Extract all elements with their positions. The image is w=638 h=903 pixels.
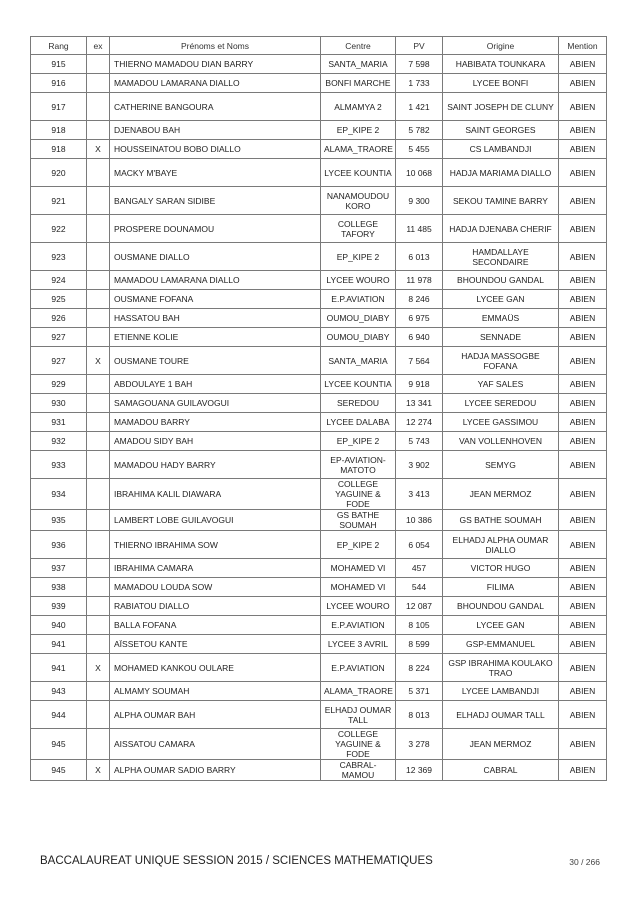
table-row bbox=[31, 531, 607, 559]
table-row bbox=[31, 616, 607, 635]
cell-ex bbox=[87, 159, 110, 187]
cell-name: OUSMANE DIALLO bbox=[110, 243, 321, 271]
cell-centre: EP_KIPE 2 bbox=[321, 121, 396, 140]
cell-rang: 931 bbox=[31, 413, 87, 432]
cell-rang: 918 bbox=[31, 140, 87, 159]
cell-ex bbox=[87, 432, 110, 451]
cell-pv: 1 733 bbox=[396, 74, 443, 93]
table-row bbox=[31, 140, 607, 159]
cell-ex bbox=[87, 559, 110, 578]
cell-ex bbox=[87, 616, 110, 635]
cell-centre: EP_KIPE 2 bbox=[321, 243, 396, 271]
header-centre: Centre bbox=[321, 37, 396, 55]
cell-centre: COLLEGE YAGUINE & FODE bbox=[321, 479, 396, 510]
cell-mention: ABIEN bbox=[559, 215, 607, 243]
cell-name: ALMAMY SOUMAH bbox=[110, 682, 321, 701]
cell-pv: 10 386 bbox=[396, 510, 443, 531]
table-row bbox=[31, 159, 607, 187]
table-body bbox=[31, 55, 607, 781]
cell-pv: 1 421 bbox=[396, 93, 443, 121]
cell-origine: VAN VOLLENHOVEN bbox=[443, 432, 559, 451]
table-row bbox=[31, 290, 607, 309]
cell-origine: ELHADJ OUMAR TALL bbox=[443, 701, 559, 729]
cell-mention: ABIEN bbox=[559, 451, 607, 479]
cell-pv: 3 413 bbox=[396, 479, 443, 510]
cell-name: HOUSSEINATOU BOBO DIALLO bbox=[110, 140, 321, 159]
cell-rang: 933 bbox=[31, 451, 87, 479]
cell-origine: HADJA DJENABA CHERIF bbox=[443, 215, 559, 243]
cell-pv: 8 599 bbox=[396, 635, 443, 654]
cell-name: OUSMANE FOFANA bbox=[110, 290, 321, 309]
table-row bbox=[31, 760, 607, 781]
header-ex: ex bbox=[87, 37, 110, 55]
cell-origine: SEMYG bbox=[443, 451, 559, 479]
cell-origine: LYCEE BONFI bbox=[443, 74, 559, 93]
cell-rang: 943 bbox=[31, 682, 87, 701]
header-rang: Rang bbox=[31, 37, 87, 55]
cell-mention: ABIEN bbox=[559, 654, 607, 682]
cell-name: ETIENNE KOLIE bbox=[110, 328, 321, 347]
cell-mention: ABIEN bbox=[559, 701, 607, 729]
cell-centre: CABRAL-MAMOU bbox=[321, 760, 396, 781]
cell-ex bbox=[87, 375, 110, 394]
cell-mention: ABIEN bbox=[559, 432, 607, 451]
cell-name: AISSATOU CAMARA bbox=[110, 729, 321, 760]
cell-name: PROSPERE DOUNAMOU bbox=[110, 215, 321, 243]
cell-name: AMADOU SIDY BAH bbox=[110, 432, 321, 451]
cell-rang: 921 bbox=[31, 187, 87, 215]
table-row bbox=[31, 55, 607, 74]
cell-name: THIERNO IBRAHIMA SOW bbox=[110, 531, 321, 559]
cell-mention: ABIEN bbox=[559, 479, 607, 510]
cell-name: MAMADOU LAMARANA DIALLO bbox=[110, 271, 321, 290]
cell-mention: ABIEN bbox=[559, 597, 607, 616]
header-origine: Origine bbox=[443, 37, 559, 55]
cell-ex bbox=[87, 215, 110, 243]
cell-origine: VICTOR HUGO bbox=[443, 559, 559, 578]
cell-origine: GSP IBRAHIMA KOULAKO TRAO bbox=[443, 654, 559, 682]
cell-centre: EP_KIPE 2 bbox=[321, 531, 396, 559]
cell-pv: 3 902 bbox=[396, 451, 443, 479]
cell-pv: 6 054 bbox=[396, 531, 443, 559]
cell-centre: SANTA_MARIA bbox=[321, 55, 396, 74]
cell-origine: LYCEE GAN bbox=[443, 616, 559, 635]
cell-ex bbox=[87, 479, 110, 510]
cell-ex bbox=[87, 187, 110, 215]
cell-origine: HADJA MASSOGBE FOFANA bbox=[443, 347, 559, 375]
cell-pv: 8 105 bbox=[396, 616, 443, 635]
cell-pv: 10 068 bbox=[396, 159, 443, 187]
table-row bbox=[31, 375, 607, 394]
cell-origine: HAMDALLAYE SECONDAIRE bbox=[443, 243, 559, 271]
cell-pv: 12 274 bbox=[396, 413, 443, 432]
cell-mention: ABIEN bbox=[559, 74, 607, 93]
cell-ex: X bbox=[87, 140, 110, 159]
cell-pv: 8 013 bbox=[396, 701, 443, 729]
cell-mention: ABIEN bbox=[559, 413, 607, 432]
cell-rang: 916 bbox=[31, 74, 87, 93]
cell-mention: ABIEN bbox=[559, 347, 607, 375]
cell-name: IBRAHIMA CAMARA bbox=[110, 559, 321, 578]
cell-pv: 6 013 bbox=[396, 243, 443, 271]
cell-pv: 7 598 bbox=[396, 55, 443, 74]
cell-ex bbox=[87, 93, 110, 121]
header-mention: Mention bbox=[559, 37, 607, 55]
cell-mention: ABIEN bbox=[559, 510, 607, 531]
cell-rang: 929 bbox=[31, 375, 87, 394]
table-row bbox=[31, 328, 607, 347]
cell-ex bbox=[87, 121, 110, 140]
cell-centre: COLLEGE YAGUINE & FODE bbox=[321, 729, 396, 760]
cell-pv: 8 224 bbox=[396, 654, 443, 682]
table-row bbox=[31, 347, 607, 375]
table-row bbox=[31, 578, 607, 597]
footer-title: BACCALAUREAT UNIQUE SESSION 2015 / SCIENCES MATHEMATIQUES bbox=[40, 855, 433, 867]
cell-origine: LYCEE GASSIMOU bbox=[443, 413, 559, 432]
cell-ex bbox=[87, 328, 110, 347]
cell-ex bbox=[87, 729, 110, 760]
cell-origine: JEAN MERMOZ bbox=[443, 479, 559, 510]
cell-centre: E.P.AVIATION bbox=[321, 616, 396, 635]
cell-rang: 915 bbox=[31, 55, 87, 74]
cell-rang: 936 bbox=[31, 531, 87, 559]
cell-rang: 917 bbox=[31, 93, 87, 121]
cell-rang: 941 bbox=[31, 635, 87, 654]
table-row bbox=[31, 243, 607, 271]
cell-name: HASSATOU BAH bbox=[110, 309, 321, 328]
cell-rang: 926 bbox=[31, 309, 87, 328]
cell-pv: 5 371 bbox=[396, 682, 443, 701]
cell-origine: BHOUNDOU GANDAL bbox=[443, 597, 559, 616]
cell-name: ALPHA OUMAR BAH bbox=[110, 701, 321, 729]
cell-name: MAMADOU HADY BARRY bbox=[110, 451, 321, 479]
cell-origine: SAINT GEORGES bbox=[443, 121, 559, 140]
cell-name: MAMADOU LOUDA SOW bbox=[110, 578, 321, 597]
cell-mention: ABIEN bbox=[559, 271, 607, 290]
cell-pv: 6 975 bbox=[396, 309, 443, 328]
cell-mention: ABIEN bbox=[559, 760, 607, 781]
cell-centre: E.P.AVIATION bbox=[321, 290, 396, 309]
cell-origine: GS BATHE SOUMAH bbox=[443, 510, 559, 531]
cell-name: LAMBERT LOBE GUILAVOGUI bbox=[110, 510, 321, 531]
cell-centre: SANTA_MARIA bbox=[321, 347, 396, 375]
cell-centre: EP-AVIATION-MATOTO bbox=[321, 451, 396, 479]
cell-ex bbox=[87, 682, 110, 701]
cell-name: BANGALY SARAN SIDIBE bbox=[110, 187, 321, 215]
cell-pv: 12 369 bbox=[396, 760, 443, 781]
cell-ex: X bbox=[87, 347, 110, 375]
cell-mention: ABIEN bbox=[559, 187, 607, 215]
cell-centre: ALMAMYA 2 bbox=[321, 93, 396, 121]
cell-centre: BONFI MARCHE bbox=[321, 74, 396, 93]
cell-origine: SEKOU TAMINE BARRY bbox=[443, 187, 559, 215]
table-row bbox=[31, 121, 607, 140]
cell-origine: CABRAL bbox=[443, 760, 559, 781]
cell-rang: 938 bbox=[31, 578, 87, 597]
cell-centre: LYCEE DALABA bbox=[321, 413, 396, 432]
cell-mention: ABIEN bbox=[559, 243, 607, 271]
cell-centre: ALAMA_TRAORE bbox=[321, 140, 396, 159]
results-table bbox=[30, 36, 607, 781]
cell-centre: LYCEE KOUNTIA bbox=[321, 375, 396, 394]
cell-pv: 12 087 bbox=[396, 597, 443, 616]
table-row bbox=[31, 635, 607, 654]
cell-centre: LYCEE KOUNTIA bbox=[321, 159, 396, 187]
cell-name: AÏSSETOU KANTE bbox=[110, 635, 321, 654]
cell-ex bbox=[87, 394, 110, 413]
table-row bbox=[31, 413, 607, 432]
cell-rang: 918 bbox=[31, 121, 87, 140]
cell-rang: 937 bbox=[31, 559, 87, 578]
cell-rang: 934 bbox=[31, 479, 87, 510]
cell-name: MAMADOU BARRY bbox=[110, 413, 321, 432]
cell-origine: JEAN MERMOZ bbox=[443, 729, 559, 760]
cell-centre: SEREDOU bbox=[321, 394, 396, 413]
cell-name: DJENABOU BAH bbox=[110, 121, 321, 140]
table-row bbox=[31, 215, 607, 243]
cell-name: MAMADOU LAMARANA DIALLO bbox=[110, 74, 321, 93]
cell-rang: 945 bbox=[31, 729, 87, 760]
cell-centre: MOHAMED VI bbox=[321, 559, 396, 578]
cell-mention: ABIEN bbox=[559, 635, 607, 654]
cell-centre: COLLEGE TAFORY bbox=[321, 215, 396, 243]
cell-rang: 941 bbox=[31, 654, 87, 682]
table-row bbox=[31, 701, 607, 729]
cell-mention: ABIEN bbox=[559, 309, 607, 328]
cell-mention: ABIEN bbox=[559, 559, 607, 578]
cell-ex bbox=[87, 635, 110, 654]
cell-pv: 5 743 bbox=[396, 432, 443, 451]
page-number: 30 / 266 bbox=[569, 857, 600, 867]
cell-name: OUSMANE TOURE bbox=[110, 347, 321, 375]
cell-pv: 457 bbox=[396, 559, 443, 578]
cell-pv: 8 246 bbox=[396, 290, 443, 309]
cell-mention: ABIEN bbox=[559, 616, 607, 635]
cell-mention: ABIEN bbox=[559, 682, 607, 701]
cell-ex bbox=[87, 451, 110, 479]
table-row bbox=[31, 451, 607, 479]
cell-mention: ABIEN bbox=[559, 531, 607, 559]
cell-centre: GS BATHE SOUMAH bbox=[321, 510, 396, 531]
cell-centre: NANAMOUDOU KORO bbox=[321, 187, 396, 215]
cell-origine: ELHADJ ALPHA OUMAR DIALLO bbox=[443, 531, 559, 559]
cell-pv: 5 782 bbox=[396, 121, 443, 140]
cell-pv: 544 bbox=[396, 578, 443, 597]
cell-mention: ABIEN bbox=[559, 290, 607, 309]
table-header-row bbox=[31, 37, 607, 55]
cell-mention: ABIEN bbox=[559, 93, 607, 121]
table-row bbox=[31, 93, 607, 121]
cell-pv: 7 564 bbox=[396, 347, 443, 375]
cell-name: RABIATOU DIALLO bbox=[110, 597, 321, 616]
cell-mention: ABIEN bbox=[559, 328, 607, 347]
cell-rang: 927 bbox=[31, 328, 87, 347]
header-name: Prénoms et Noms bbox=[110, 37, 321, 55]
table-row bbox=[31, 729, 607, 760]
cell-centre: EP_KIPE 2 bbox=[321, 432, 396, 451]
cell-rang: 945 bbox=[31, 760, 87, 781]
cell-pv: 11 978 bbox=[396, 271, 443, 290]
cell-rang: 922 bbox=[31, 215, 87, 243]
table-row bbox=[31, 597, 607, 616]
cell-ex bbox=[87, 578, 110, 597]
cell-name: MOHAMED KANKOU OULARE bbox=[110, 654, 321, 682]
cell-ex bbox=[87, 309, 110, 328]
cell-pv: 3 278 bbox=[396, 729, 443, 760]
cell-name: SAMAGOUANA GUILAVOGUI bbox=[110, 394, 321, 413]
cell-ex bbox=[87, 290, 110, 309]
cell-name: ABDOULAYE 1 BAH bbox=[110, 375, 321, 394]
cell-name: CATHERINE BANGOURA bbox=[110, 93, 321, 121]
cell-pv: 11 485 bbox=[396, 215, 443, 243]
cell-origine: GSP-EMMANUEL bbox=[443, 635, 559, 654]
cell-origine: LYCEE GAN bbox=[443, 290, 559, 309]
cell-origine: FILIMA bbox=[443, 578, 559, 597]
cell-centre: OUMOU_DIABY bbox=[321, 309, 396, 328]
table-row bbox=[31, 682, 607, 701]
table-row bbox=[31, 74, 607, 93]
cell-ex bbox=[87, 243, 110, 271]
cell-mention: ABIEN bbox=[559, 140, 607, 159]
cell-origine: BHOUNDOU GANDAL bbox=[443, 271, 559, 290]
cell-ex: X bbox=[87, 654, 110, 682]
cell-ex: X bbox=[87, 760, 110, 781]
cell-origine: SAINT JOSEPH DE CLUNY bbox=[443, 93, 559, 121]
cell-mention: ABIEN bbox=[559, 394, 607, 413]
cell-centre: E.P.AVIATION bbox=[321, 654, 396, 682]
table-row bbox=[31, 394, 607, 413]
table-row bbox=[31, 654, 607, 682]
cell-pv: 6 940 bbox=[396, 328, 443, 347]
cell-rang: 923 bbox=[31, 243, 87, 271]
cell-origine: LYCEE SEREDOU bbox=[443, 394, 559, 413]
cell-origine: EMMAÜS bbox=[443, 309, 559, 328]
table-row bbox=[31, 309, 607, 328]
cell-origine: HADJA MARIAMA DIALLO bbox=[443, 159, 559, 187]
cell-origine: CS LAMBANDJI bbox=[443, 140, 559, 159]
cell-rang: 927 bbox=[31, 347, 87, 375]
cell-centre: ELHADJ OUMAR TALL bbox=[321, 701, 396, 729]
cell-pv: 13 341 bbox=[396, 394, 443, 413]
table-row bbox=[31, 510, 607, 531]
cell-name: BALLA FOFANA bbox=[110, 616, 321, 635]
cell-rang: 944 bbox=[31, 701, 87, 729]
cell-rang: 925 bbox=[31, 290, 87, 309]
cell-mention: ABIEN bbox=[559, 55, 607, 74]
cell-centre: OUMOU_DIABY bbox=[321, 328, 396, 347]
cell-ex bbox=[87, 701, 110, 729]
cell-centre: ALAMA_TRAORE bbox=[321, 682, 396, 701]
cell-origine: LYCEE LAMBANDJI bbox=[443, 682, 559, 701]
cell-rang: 930 bbox=[31, 394, 87, 413]
cell-origine: HABIBATA TOUNKARA bbox=[443, 55, 559, 74]
cell-pv: 9 300 bbox=[396, 187, 443, 215]
cell-rang: 940 bbox=[31, 616, 87, 635]
table-row bbox=[31, 432, 607, 451]
cell-mention: ABIEN bbox=[559, 375, 607, 394]
cell-origine: YAF SALES bbox=[443, 375, 559, 394]
header-pv: PV bbox=[396, 37, 443, 55]
cell-ex bbox=[87, 597, 110, 616]
cell-origine: SENNADE bbox=[443, 328, 559, 347]
cell-rang: 924 bbox=[31, 271, 87, 290]
cell-mention: ABIEN bbox=[559, 578, 607, 597]
cell-pv: 5 455 bbox=[396, 140, 443, 159]
table-row bbox=[31, 271, 607, 290]
cell-mention: ABIEN bbox=[559, 121, 607, 140]
cell-rang: 932 bbox=[31, 432, 87, 451]
cell-ex bbox=[87, 531, 110, 559]
cell-ex bbox=[87, 271, 110, 290]
cell-ex bbox=[87, 510, 110, 531]
cell-ex bbox=[87, 74, 110, 93]
cell-name: MACKY M'BAYE bbox=[110, 159, 321, 187]
table-row bbox=[31, 187, 607, 215]
cell-mention: ABIEN bbox=[559, 159, 607, 187]
cell-name: IBRAHIMA KALIL DIAWARA bbox=[110, 479, 321, 510]
cell-mention: ABIEN bbox=[559, 729, 607, 760]
cell-centre: LYCEE 3 AVRIL bbox=[321, 635, 396, 654]
cell-name: ALPHA OUMAR SADIO BARRY bbox=[110, 760, 321, 781]
cell-centre: LYCEE WOURO bbox=[321, 271, 396, 290]
cell-ex bbox=[87, 55, 110, 74]
cell-pv: 9 918 bbox=[396, 375, 443, 394]
cell-ex bbox=[87, 413, 110, 432]
table-row bbox=[31, 479, 607, 510]
cell-name: THIERNO MAMADOU DIAN BARRY bbox=[110, 55, 321, 74]
cell-rang: 920 bbox=[31, 159, 87, 187]
cell-centre: MOHAMED VI bbox=[321, 578, 396, 597]
cell-centre: LYCEE WOURO bbox=[321, 597, 396, 616]
cell-rang: 935 bbox=[31, 510, 87, 531]
cell-rang: 939 bbox=[31, 597, 87, 616]
table-row bbox=[31, 559, 607, 578]
